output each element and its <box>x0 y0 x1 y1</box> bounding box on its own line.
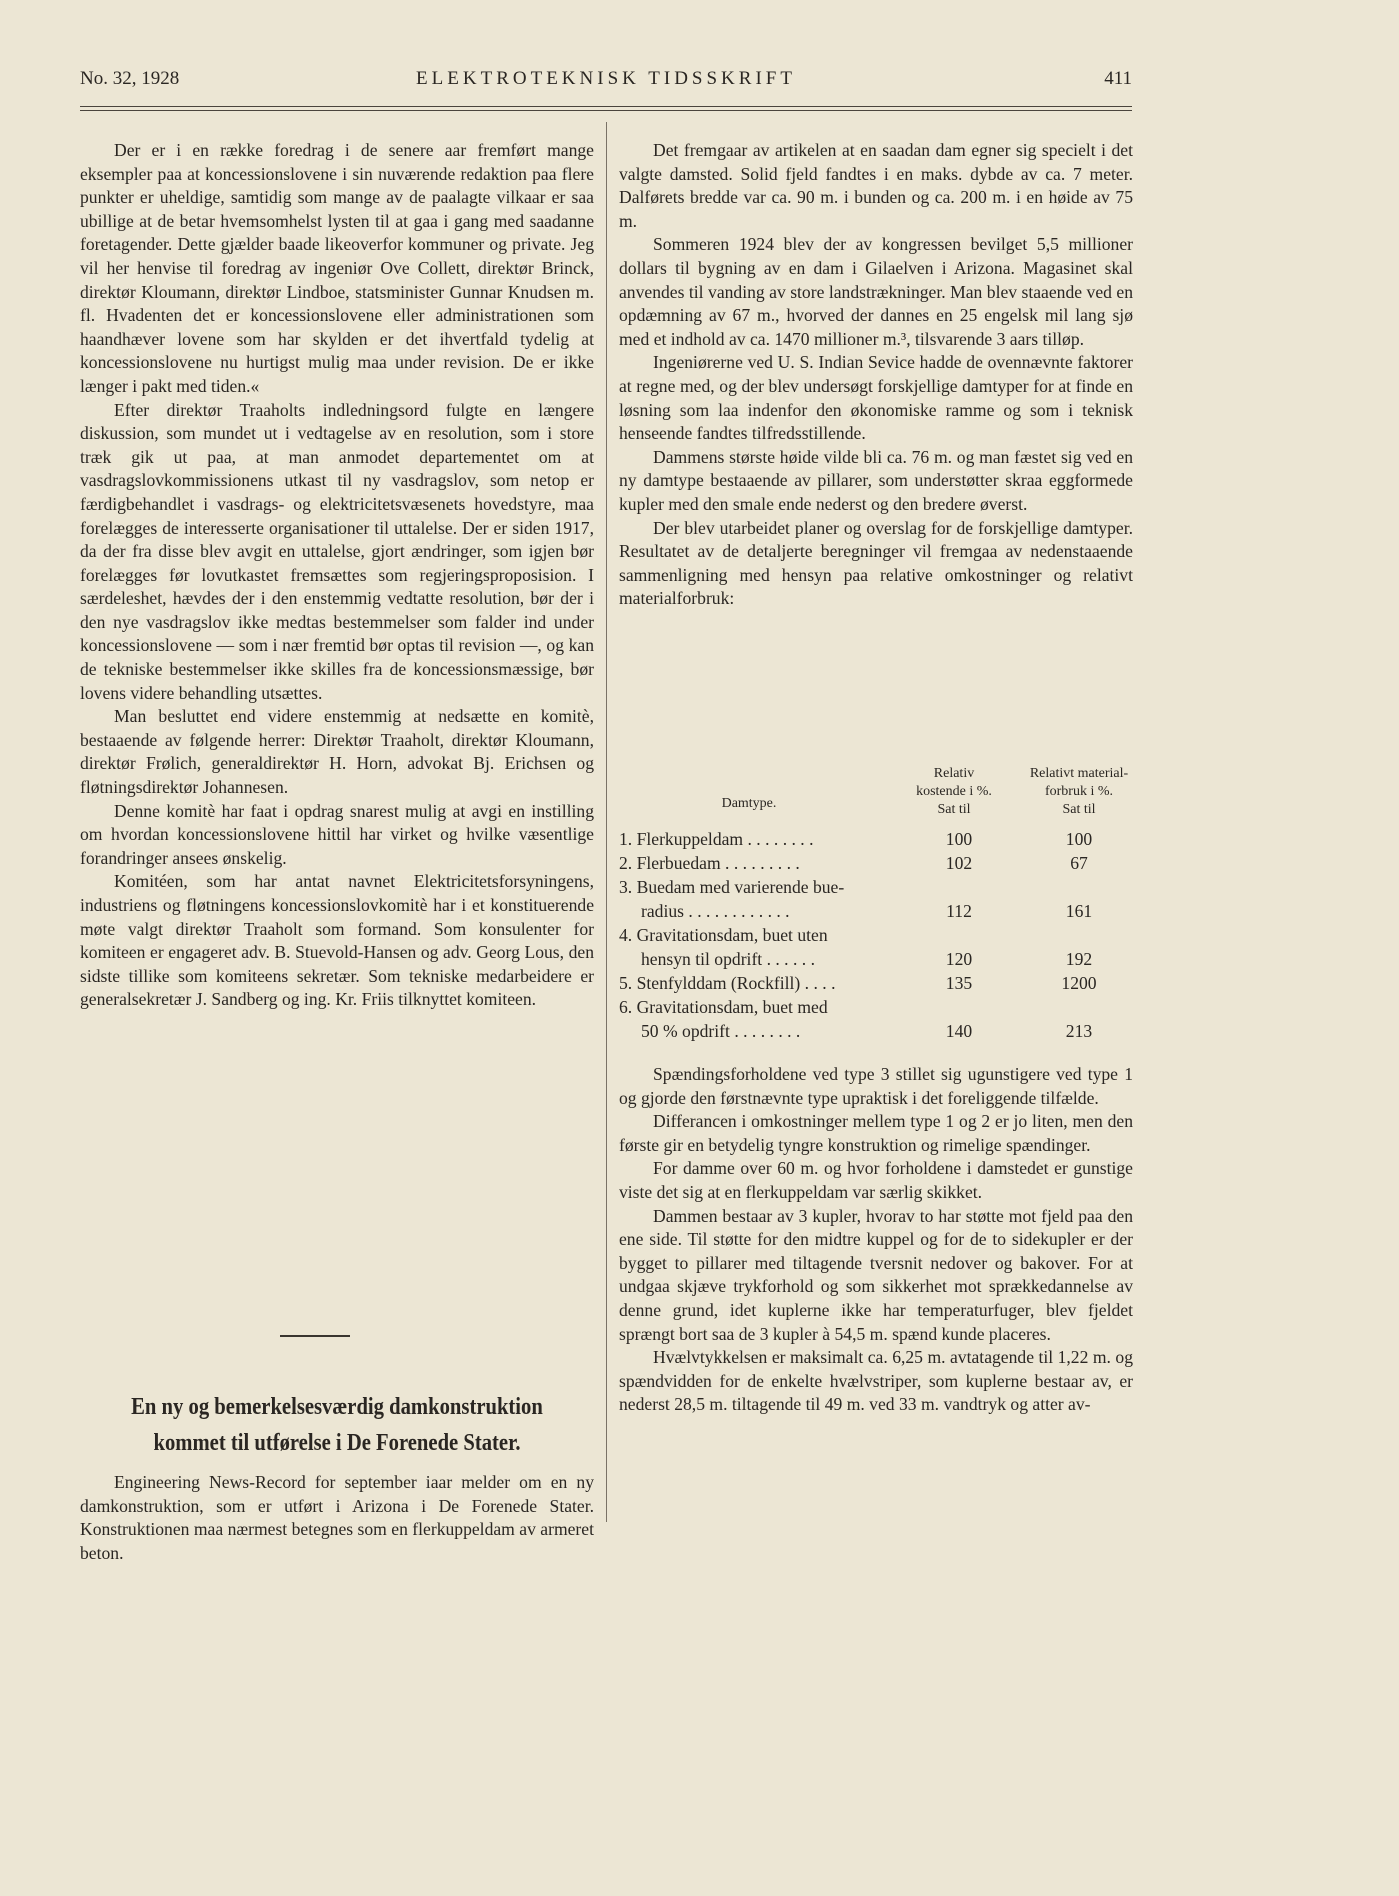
issue-number: No. 32, 1928 <box>80 68 180 89</box>
row-label: radius . . . . . . . . . . . . <box>641 901 790 921</box>
row-material: 67 <box>1070 853 1088 873</box>
right-paragraph-3: Ingeniørerne ved U. S. Indian Sevice hadde de ovennævnte faktorer at regne med, og der blev undersøgt forskjellige damtyper for at finde en løsning som laa indenfor den økonomiske ramme og som i teknisk henseende fandtes tilfredsstillende. <box>619 352 1133 444</box>
table-row <box>619 877 1133 901</box>
table-header-material-line-1: Relativt material- <box>1029 766 1129 781</box>
column-divider <box>606 122 607 1522</box>
right-paragraph-8: For damme over 60 m. og hvor forholdene i damstedet er gunstige viste det sig at en flerkuppeldam var særlig skikket. <box>619 1158 1133 1202</box>
article-title <box>116 1389 558 1461</box>
table-header-cost-line-1: Relativ <box>933 766 975 781</box>
row-label: 1. Flerkuppeldam . . . . . . . . <box>619 829 814 849</box>
table-row <box>619 1021 1133 1045</box>
table-row <box>619 997 1133 1021</box>
row-cost: 112 <box>946 901 972 921</box>
right-paragraph-1: Det fremgaar av artikelen at en saadan dam egner sig specielt i det valgte damsted. Solid fjeld fandtes i en maks. dybde av ca. 7 meter. Dalførets bredde var ca. 90 m. i bunden og ca. 200 m. i en høide av 75 m. <box>619 140 1133 231</box>
table-header-material-line-2: forbruk i %. <box>1044 784 1114 799</box>
table-row <box>619 973 1133 997</box>
header-rule-bottom <box>80 110 1132 111</box>
right-paragraph-5: Der blev utarbeidet planer og overslag for de forskjellige damtyper. Resultatet av de detaljerte beregninger vil fremgaa av nedenstaaende sammenligning med hensyn paa relative omkostninger og relativt materialforbruk: <box>619 517 1133 609</box>
row-cost: 100 <box>945 829 973 849</box>
right-column-top <box>619 139 1133 611</box>
row-cost: 102 <box>945 853 973 873</box>
table-row <box>619 853 1133 877</box>
right-paragraph-6: Spændingsforholdene ved type 3 stillet sig ugunstigere ved type 1 og gjorde den førstnævnte type upraktisk i det foreliggende tilfælde. <box>619 1064 1133 1108</box>
row-material: 192 <box>1065 949 1093 969</box>
table-row <box>619 829 1133 853</box>
row-cost: 135 <box>945 973 973 993</box>
right-paragraph-10: Hvælvtykkelsen er maksimalt ca. 6,25 m. avtatagende til 1,22 m. og spændvidden for de enkelte hvælvstriper, som kuplerne bestaar av, er nederst 28,5 m. tiltagende til 49 m. ved 33 m. vandtryk og atter av- <box>619 1347 1133 1415</box>
right-paragraph-2: Sommeren 1924 blev der av kongressen bevilget 5,5 millioner dollars til bygning av en dam i Gilaelven i Arizona. Magasinet skal anvendes til vanding av store landstrækninger. Man blev staaende ved en opdæmning av 67 m., hvorved der dannes en 25 engelsk mil lang sjø med et indhold av ca. 1470 millioner m.³, tilsvarende 3 aars tilløp. <box>619 234 1133 349</box>
table-header-type: Damtype. <box>721 796 777 811</box>
left-paragraph-5: Komitéen, som har antat navnet Elektricitetsforsyningens, industriens og fløtningens koncessionslovkomitè har i et konstituerende møte valgt direktør Traaholt som formand. Som konsulenter for komiteen er engageret adv. B. Stuevold-Hansen og adv. Georg Lous, den sidste tillike som komiteens sekretær. Som tekniske medarbeidere er generalsekretær J. Sandberg og ing. Kr. Friis tilknyttet komiteen. <box>80 871 594 1010</box>
row-material: 100 <box>1065 829 1093 849</box>
row-label: hensyn til opdrift . . . . . . <box>641 949 815 969</box>
right-paragraph-7: Differancen i omkostninger mellem type 1 og 2 er jo liten, men den første gir en betydelig tyngre konstruktion og rimelige spændinger. <box>619 1111 1133 1155</box>
row-material: 213 <box>1065 1021 1093 1041</box>
article-intro-paragraph: Engineering News-Record for september iaar melder om en ny damkonstruktion, som er utført i Arizona i De Forenede Stater. Konstruktionen maa nærmest betegnes som en flerkuppeldam av armeret beton. <box>80 1472 594 1563</box>
section-separator <box>280 1335 350 1337</box>
row-label: 3. Buedam med varierende bue- <box>619 877 845 897</box>
table-row <box>619 925 1133 949</box>
left-paragraph-1: Der er i en række foredrag i de senere aar fremført mange eksempler paa at koncessionslovene i sin nuværende redaktion paa flere punkter er uheldige, samtidig som mange av de paalagte vilkaar er saa ubillige at de betar hvemsomhelst lysten til at gaa i gang med saadanne foretagender. Dette gjælder baade likeoverfor kommuner og private. Jeg vil her henvise til foredrag av ingeniør Ove Collett, direktør Brinck, direktør Kloumann, direktør Lindboe, statsminister Gunnar Knudsen m. fl. Hvadenten det er koncessionslovene eller administrationen som haandhæver lovene som har skylden er det ihvertfald tydelig at koncessionslovene nu hurtigst mulig maa under revision. De er ikke længer i pakt med tiden.« <box>80 140 594 396</box>
table-header-cost-line-3: Sat til <box>937 802 971 817</box>
table-row <box>619 901 1133 925</box>
page-number: 411 <box>1104 68 1132 89</box>
running-header <box>80 68 1132 98</box>
row-material: 161 <box>1065 901 1093 921</box>
right-paragraph-9: Dammen bestaar av 3 kupler, hvorav to har støtte mot fjeld paa den ene side. Til støtte for den midtre kuppel og for de to sidekupler er der bygget to pillarer med tiltagende tversnit nedover og bakover. For at undgaa skjæve trykforhold og som sikkerhet mot sprækkedannelse av denne grund, idet kuplerne ikke har temperaturfuger, blev fjeldet sprængt bort saa de 3 kupler à 54,5 m. spænd kunde placeres. <box>619 1205 1133 1344</box>
right-column-bottom <box>619 1063 1133 1417</box>
row-label: 2. Flerbuedam . . . . . . . . . <box>619 853 800 873</box>
left-paragraph-4: Denne komitè har faat i opdrag snarest mulig at avgi en instilling om hvordan koncessionslovene hittil har virket og hvilke væsentlige forandringer ansees ønskelig. <box>80 800 594 868</box>
row-label: 6. Gravitationsdam, buet med <box>619 997 828 1017</box>
table-header-cost-line-2: kostende i %. <box>916 784 992 799</box>
article-title-line-1: En ny og bemerkelsesværdig damkonstruktion <box>131 1394 543 1420</box>
left-paragraph-3: Man besluttet end videre enstemmig at nedsætte en komitè, bestaaende av følgende herrer: Direktør Traaholt, direktør Kloumann, direktør Frølich, generaldirektør H. Horn, advokat Bj. Erichsen og fløtningsdirektør Johannesen. <box>80 706 594 798</box>
article-intro <box>80 1471 594 1565</box>
row-label: 4. Gravitationsdam, buet uten <box>619 925 828 945</box>
left-column <box>80 139 594 1012</box>
journal-title: ELEKTROTEKNISK TIDSSKRIFT <box>416 68 796 89</box>
row-label: 5. Stenfylddam (Rockfill) . . . . <box>619 973 836 993</box>
row-material: 1200 <box>1061 973 1097 993</box>
row-cost: 140 <box>945 1021 973 1041</box>
article-title-line-2: kommet til utførelse i De Forenede Stater. <box>153 1430 521 1456</box>
table-header-material <box>1004 765 1154 819</box>
table-row <box>619 949 1133 973</box>
row-label: 50 % opdrift . . . . . . . . <box>641 1021 801 1041</box>
right-paragraph-4: Dammens største høide vilde bli ca. 76 m. og man fæstet sig ved en ny damtype bestaaende av pillarer, som understøtter skraa eggformede kupler med den smale ende nederst og den bredere øverst. <box>619 446 1133 514</box>
table-header-material-line-3: Sat til <box>1062 802 1096 817</box>
header-rule-top <box>80 106 1132 107</box>
row-cost: 120 <box>945 949 973 969</box>
left-paragraph-2: Efter direktør Traaholts indledningsord fulgte en længere diskussion, som mundet ut i vedtagelse av en resolution, som i store træk gik ut paa, at man anmodet departementet om at vasdragslovkommissionens utkast til ny vasdragslov, som netop er færdigbehandlet i vasdrags- og elektricitetsvæsenets hovedstyre, maa forelægges de interesserte organisationer til uttalelse. Der er siden 1917, da der fra disse blev avgit en uttalelse, gjort ændringer, som igjen bør forelægges før lovutkastet fremsættes som regjeringsproposision. I særdeleshet, hævdes der i den enstemmig vedtatte resolution, bør der i den nye vasdragslov ikke medtas bestemmelser som falder ind under koncessionslovene — som i nær fremtid bør optas til revision —, og kan de tekniske bestemmelser ikke skilles fra de koncessionsmæssige, bør lovens videre behandling utsættes. <box>80 399 594 703</box>
